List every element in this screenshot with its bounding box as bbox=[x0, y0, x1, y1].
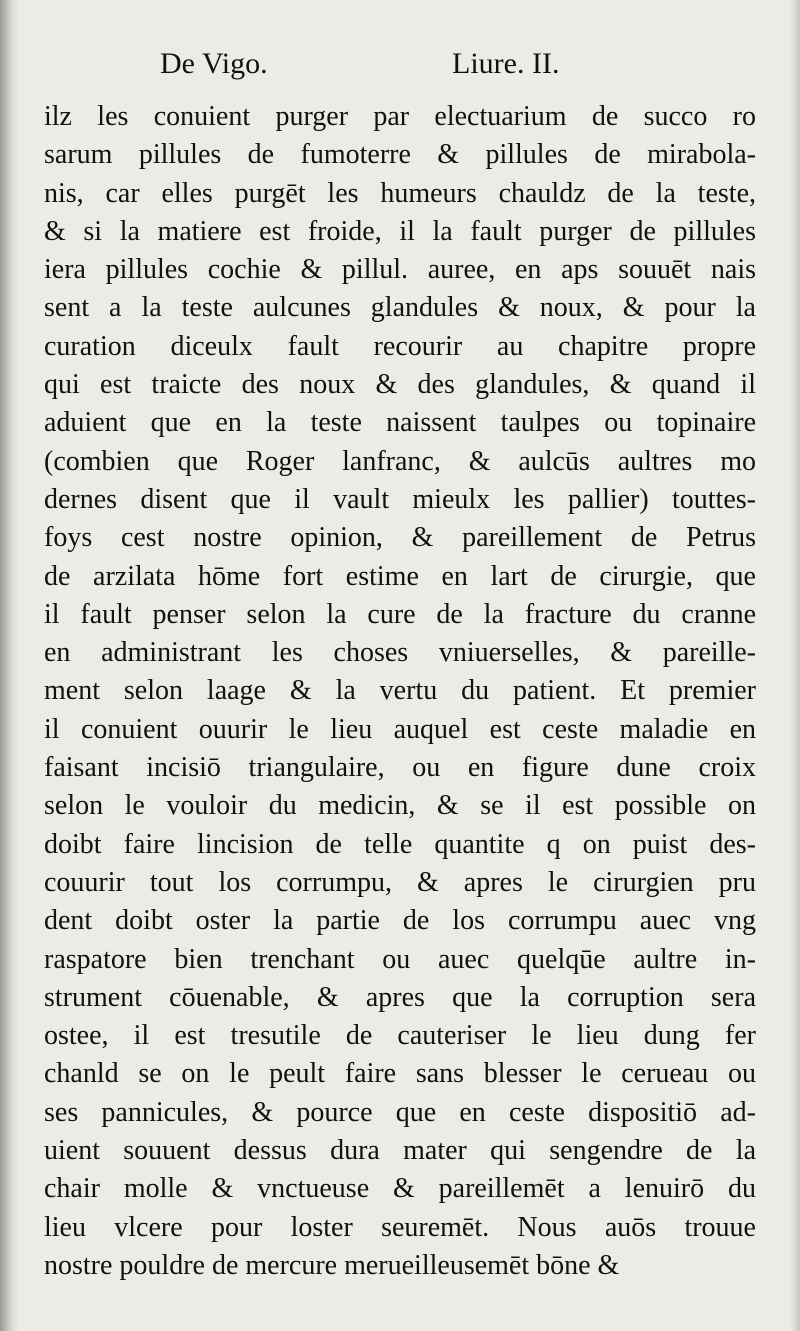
text-line: strument cōuenable, & apres que la corruption sera bbox=[44, 981, 756, 1013]
text-line: foys cest nostre opinion, & pareillement de Petrus bbox=[44, 522, 756, 554]
text-line: lieu vlcere pour loster seuremēt. Nous auōs trouue bbox=[44, 1211, 756, 1243]
text-line: de arzilata hōme fort estime en lart de cirurgie, que bbox=[44, 560, 756, 592]
text-line: nis, car elles purgēt les humeurs chauldz de la teste, bbox=[44, 177, 756, 209]
text-line: (combien que Roger lanfranc, & aulcūs aultres mo bbox=[44, 445, 756, 477]
text-line: dent doibt oster la partie de los corrumpu auec vng bbox=[44, 905, 756, 937]
running-head-book: Liure. II. bbox=[452, 47, 560, 80]
text-line: faisant incisiō triangulaire, ou en figure dune croix bbox=[44, 752, 756, 784]
text-line: & si la matiere est froide, il la fault purger de pillules bbox=[44, 215, 756, 247]
text-line: ment selon laage & la vertu du patient. Et premier bbox=[44, 675, 756, 707]
text-line: ses pannicules, & pource que en ceste dispositiō ad- bbox=[44, 1096, 756, 1128]
text-line: chanld se on le peult faire sans blesser le cerueau ou bbox=[44, 1058, 756, 1090]
text-line: couurir tout los corrumpu, & apres le cirurgien pru bbox=[44, 866, 756, 898]
text-line: iera pillules cochie & pillul. auree, en aps souuēt nais bbox=[44, 254, 756, 286]
edge-shadow bbox=[790, 0, 800, 1331]
text-line: nostre pouldre de mercure merueilleusemēt bōne & bbox=[44, 1249, 620, 1281]
text-line: uient souuent dessus dura mater qui sengendre de la bbox=[44, 1135, 756, 1167]
running-head-author: De Vigo. bbox=[160, 47, 268, 80]
text-line: curation diceulx fault recourir au chapitre propre bbox=[44, 330, 756, 362]
gutter-shadow bbox=[0, 0, 20, 1331]
text-line: qui est traicte des noux & des glandules, & quand il bbox=[44, 369, 756, 401]
body-text bbox=[44, 98, 756, 1285]
text-line: ostee, il est tresutile de cauteriser le lieu dung fer bbox=[44, 1020, 756, 1052]
text-line: raspatore bien trenchant ou auec quelqūe aultre in- bbox=[44, 943, 756, 975]
text-line: aduient que en la teste naissent taulpes ou topinaire bbox=[44, 407, 756, 439]
text-line: chair molle & vnctueuse & pareillemēt a lenuirō du bbox=[44, 1173, 756, 1205]
running-head bbox=[0, 44, 800, 84]
text-line: doibt faire lincision de telle quantite q on puist des- bbox=[44, 828, 756, 860]
text-line: dernes disent que il vault mieulx les pallier) touttes- bbox=[44, 483, 756, 515]
text-line: ilz les conuient purger par electuarium de succo ro bbox=[44, 101, 756, 132]
text-line: il fault penser selon la cure de la fracture du cranne bbox=[44, 598, 756, 630]
text-line: il conuient ouurir le lieu auquel est ceste maladie en bbox=[44, 713, 756, 745]
text-line: sarum pillules de fumoterre & pillules de mirabola- bbox=[44, 139, 756, 171]
text-line: sent a la teste aulcunes glandules & noux, & pour la bbox=[44, 292, 756, 324]
text-line: en administrant les choses vniuerselles, & pareille- bbox=[44, 637, 756, 669]
text-line: selon le vouloir du medicin, & se il est possible on bbox=[44, 790, 756, 822]
